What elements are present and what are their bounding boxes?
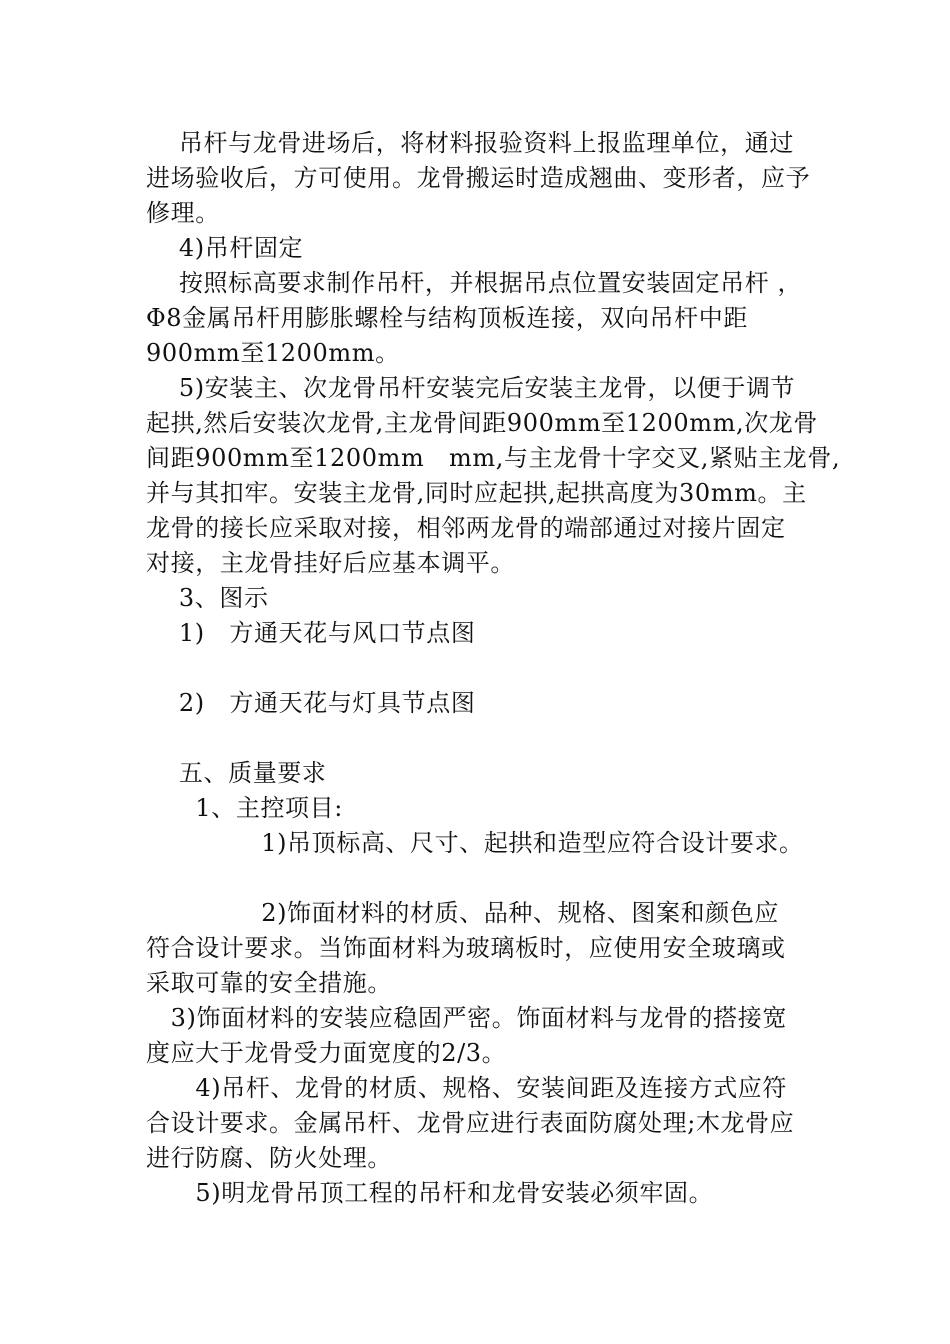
- paragraph-line: 合设计要求。金属吊杆、龙骨应进行表面防腐处理;木龙骨应: [146, 1109, 795, 1137]
- paragraph-line: 修理。: [146, 199, 220, 227]
- paragraph-line: 进行防腐、防火处理。: [146, 1144, 392, 1172]
- list-item: 5)明龙骨吊顶工程的吊杆和龙骨安装必须牢固。: [146, 1179, 714, 1207]
- list-item: 3)饰面材料的安装应稳固严密。饰面材料与龙骨的搭接宽: [146, 1004, 787, 1032]
- paragraph-line: 按照标高要求制作吊杆，并根据吊点位置安装固定吊杆 ，: [146, 269, 803, 297]
- figure-caption: 2) 方通天花与灯具节点图: [146, 689, 476, 717]
- paragraph-line: 进场验收后，方可使用。龙骨搬运时造成翘曲、变形者，应予: [146, 164, 811, 192]
- subsection-heading: 1、主控项目:: [146, 794, 343, 822]
- list-item: 2)饰面材料的材质、品种、规格、图案和颜色应: [146, 899, 780, 927]
- paragraph-line: 起拱,然后安装次龙骨,主龙骨间距900mm至1200mm,次龙骨: [146, 409, 819, 437]
- paragraph-line: 900mm至1200mm。: [146, 339, 400, 367]
- paragraph-line: 采取可靠的安全措施。: [146, 969, 392, 997]
- section-heading: 五、质量要求: [146, 759, 327, 787]
- figure-caption: 1) 方通天花与风口节点图: [146, 619, 476, 647]
- paragraph-line: 并与其扣牢。安装主龙骨,同时应起拱,起拱高度为30mm。主: [146, 479, 807, 507]
- paragraph-line: 度应大于龙骨受力面宽度的2/3。: [146, 1039, 507, 1067]
- list-item: 1)吊顶标高、尺寸、起拱和造型应符合设计要求。: [146, 829, 804, 857]
- paragraph-line: 龙骨的接长应采取对接，相邻两龙骨的端部通过对接片固定: [146, 514, 786, 542]
- paragraph-line: 吊杆与龙骨进场后，将材料报验资料上报监理单位，通过: [146, 129, 794, 157]
- paragraph-line: Φ8金属吊杆用膨胀螺栓与结构顶板连接，双向吊杆中距: [146, 304, 748, 332]
- paragraph-line: 对接，主龙骨挂好后应基本调平。: [146, 549, 515, 577]
- section-heading: 4)吊杆固定: [146, 234, 304, 262]
- paragraph-line: 符合设计要求。当饰面材料为玻璃板时，应使用安全玻璃或: [146, 934, 786, 962]
- paragraph-line: 5)安装主、次龙骨吊杆安装完后安装主龙骨，以便于调节: [146, 374, 796, 402]
- section-heading: 3、图示: [146, 584, 269, 612]
- list-item: 4)吊杆、龙骨的材质、规格、安装间距及连接方式应符: [146, 1074, 788, 1102]
- paragraph-line: 间距900mm至1200mm mm,与主龙骨十字交叉,紧贴主龙骨,: [146, 444, 841, 472]
